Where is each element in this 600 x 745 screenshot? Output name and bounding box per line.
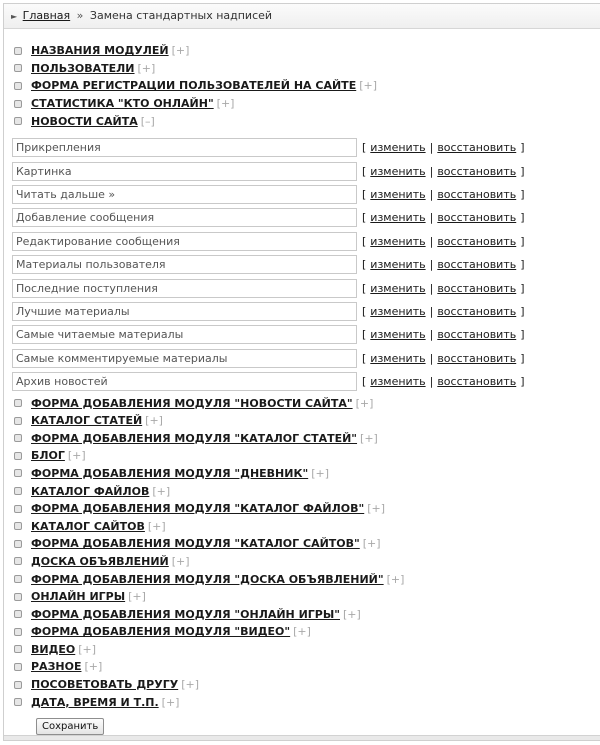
section-list-bottom xyxy=(12,394,600,711)
edit-link[interactable]: изменить xyxy=(370,164,426,178)
bracket-open: [ xyxy=(362,234,367,248)
edit-link[interactable]: изменить xyxy=(370,328,426,342)
section-row xyxy=(12,482,600,500)
restore-link[interactable]: восстановить xyxy=(437,328,517,342)
field-actions xyxy=(362,235,525,248)
section-row xyxy=(12,95,600,113)
section-link[interactable]: ОНЛАЙН ИГРЫ xyxy=(31,590,126,604)
section-list-top xyxy=(12,42,600,130)
section-link[interactable]: ФОРМА РЕГИСТРАЦИИ ПОЛЬЗОВАТЕЛЕЙ НА САЙТЕ xyxy=(31,79,357,93)
bottom-border xyxy=(4,735,600,740)
section-row xyxy=(12,517,600,535)
bullet-icon xyxy=(14,610,22,618)
caption-input[interactable] xyxy=(12,208,357,227)
section-toggle[interactable]: [+] xyxy=(161,695,180,709)
section-row xyxy=(12,693,600,711)
section-row xyxy=(12,553,600,571)
section-link[interactable]: БЛОГ xyxy=(31,449,65,463)
section-row xyxy=(12,641,600,659)
caption-input[interactable] xyxy=(12,349,357,368)
bracket-close: ] xyxy=(520,187,525,201)
breadcrumb xyxy=(4,4,600,29)
field-row xyxy=(12,370,600,393)
field-row xyxy=(12,183,600,206)
section-row xyxy=(12,623,600,641)
bullet-icon xyxy=(14,82,22,90)
section-link[interactable]: ПОСОВЕТОВАТЬ ДРУГУ xyxy=(31,678,179,692)
section-row xyxy=(12,394,600,412)
bracket-open: [ xyxy=(362,164,367,178)
restore-link[interactable]: восстановить xyxy=(437,258,517,272)
bracket-open: [ xyxy=(362,328,367,342)
restore-link[interactable]: восстановить xyxy=(437,304,517,318)
section-row xyxy=(12,500,600,518)
section-toggle[interactable]: [+] xyxy=(311,466,329,480)
section-link[interactable]: ФОРМА ДОБАВЛЕНИЯ МОДУЛЯ "ОНЛАЙН ИГРЫ" xyxy=(31,607,340,621)
bracket-close: ] xyxy=(520,281,525,295)
divider: | xyxy=(429,258,434,272)
bullet-icon xyxy=(14,540,22,548)
section-link[interactable]: СТАТИСТИКА "КТО ОНЛАЙН" xyxy=(31,97,214,111)
section-row xyxy=(12,605,600,623)
bracket-open: [ xyxy=(362,351,367,365)
section-toggle[interactable]: [+] xyxy=(171,44,190,58)
section-toggle[interactable]: [+] xyxy=(171,554,190,568)
section-link[interactable]: ФОРМА ДОБАВЛЕНИЯ МОДУЛЯ "КАТАЛОГ СТАТЕЙ" xyxy=(31,431,358,445)
edit-link[interactable]: изменить xyxy=(370,375,426,389)
caption-input[interactable] xyxy=(12,372,357,391)
caption-input[interactable] xyxy=(12,162,357,181)
field-row xyxy=(12,206,600,229)
section-row xyxy=(12,535,600,553)
bracket-close: ] xyxy=(520,304,525,318)
bullet-icon xyxy=(14,593,22,601)
caption-input[interactable] xyxy=(12,279,357,298)
edit-link[interactable]: изменить xyxy=(370,281,426,295)
edit-link[interactable]: изменить xyxy=(370,234,426,248)
bracket-close: ] xyxy=(520,351,525,365)
restore-link[interactable]: восстановить xyxy=(437,141,517,155)
save-button[interactable]: Сохранить xyxy=(36,718,104,735)
bracket-close: ] xyxy=(520,258,525,272)
field-row xyxy=(12,159,600,182)
bullet-icon xyxy=(14,681,22,689)
restore-link[interactable]: восстановить xyxy=(437,187,517,201)
bracket-close: ] xyxy=(520,211,525,225)
section-row xyxy=(12,60,600,78)
divider: | xyxy=(429,234,434,248)
caption-input[interactable] xyxy=(12,232,357,251)
divider: | xyxy=(429,328,434,342)
bracket-open: [ xyxy=(362,375,367,389)
edit-link[interactable]: изменить xyxy=(370,141,426,155)
section-toggle[interactable]: [+] xyxy=(78,642,97,656)
restore-link[interactable]: восстановить xyxy=(437,281,517,295)
section-link[interactable]: ФОРМА ДОБАВЛЕНИЯ МОДУЛЯ "ВИДЕО" xyxy=(31,625,291,639)
bullet-icon xyxy=(14,399,22,407)
field-actions xyxy=(362,188,525,201)
section-toggle[interactable]: [+] xyxy=(343,607,361,621)
bracket-close: ] xyxy=(520,234,525,248)
divider: | xyxy=(429,375,434,389)
section-row xyxy=(12,447,600,465)
section-link[interactable]: КАТАЛОГ ФАЙЛОВ xyxy=(31,484,150,498)
restore-link[interactable]: восстановить xyxy=(437,211,517,225)
section-toggle[interactable]: [+] xyxy=(362,537,381,551)
section-toggle[interactable]: [+] xyxy=(216,97,235,111)
field-row xyxy=(12,276,600,299)
section-toggle[interactable]: [+] xyxy=(152,484,171,498)
section-toggle[interactable]: [+] xyxy=(145,414,163,428)
bullet-icon xyxy=(14,557,22,565)
section-toggle[interactable]: [+] xyxy=(359,79,378,93)
section-row xyxy=(12,676,600,694)
bullet-icon xyxy=(14,505,22,513)
section-link[interactable]: ФОРМА ДОБАВЛЕНИЯ МОДУЛЯ "ДНЕВНИК" xyxy=(31,466,309,480)
section-row xyxy=(12,429,600,447)
edit-link[interactable]: изменить xyxy=(370,258,426,272)
bullet-icon xyxy=(14,663,22,671)
field-row xyxy=(12,300,600,323)
section-link[interactable]: НОВОСТИ САЙТА xyxy=(31,114,138,128)
bracket-open: [ xyxy=(362,211,367,225)
edit-link[interactable]: изменить xyxy=(370,351,426,365)
field-actions xyxy=(362,165,525,178)
section-link[interactable]: РАЗНОЕ xyxy=(31,660,82,674)
divider: | xyxy=(429,281,434,295)
bracket-close: ] xyxy=(520,141,525,155)
section-toggle[interactable]: [+] xyxy=(84,660,103,674)
breadcrumb-current: Замена стандартных надписей xyxy=(89,9,273,22)
field-actions xyxy=(362,282,525,295)
section-link[interactable]: НАЗВАНИЯ МОДУЛЕЙ xyxy=(31,44,169,58)
field-actions xyxy=(362,211,525,224)
edit-link[interactable]: изменить xyxy=(370,187,426,201)
edit-link[interactable]: изменить xyxy=(370,211,426,225)
bullet-icon xyxy=(14,64,22,72)
section-row xyxy=(12,658,600,676)
bracket-open: [ xyxy=(362,304,367,318)
divider: | xyxy=(429,304,434,318)
divider: | xyxy=(429,211,434,225)
restore-link[interactable]: восстановить xyxy=(437,234,517,248)
bracket-close: ] xyxy=(520,164,525,178)
content xyxy=(4,29,600,735)
bullet-icon xyxy=(14,522,22,530)
section-link[interactable]: КАТАЛОГ САЙТОВ xyxy=(31,519,145,533)
field-row xyxy=(12,323,600,346)
section-link[interactable]: ДАТА, ВРЕМЯ И Т.П. xyxy=(31,695,159,709)
panel-frame xyxy=(3,3,600,741)
breadcrumb-separator: » xyxy=(76,9,84,22)
section-toggle[interactable]: [+] xyxy=(355,396,374,410)
divider: | xyxy=(429,164,434,178)
field-row xyxy=(12,346,600,369)
section-link[interactable]: ФОРМА ДОБАВЛЕНИЯ МОДУЛЯ "НОВОСТИ САЙТА" xyxy=(31,396,353,410)
bracket-close: ] xyxy=(520,328,525,342)
field-actions xyxy=(362,258,525,271)
section-link[interactable]: ДОСКА ОБЪЯВЛЕНИЙ xyxy=(31,554,169,568)
caption-input[interactable] xyxy=(12,325,357,344)
bullet-icon xyxy=(14,47,22,55)
bullet-icon xyxy=(14,575,22,583)
section-row xyxy=(12,112,600,130)
divider: | xyxy=(429,351,434,365)
breadcrumb-home-link[interactable]: Главная xyxy=(22,9,71,22)
section-link[interactable]: КАТАЛОГ СТАТЕЙ xyxy=(31,414,143,428)
section-link[interactable]: ПОЛЬЗОВАТЕЛИ xyxy=(31,61,135,75)
divider: | xyxy=(429,187,434,201)
field-actions xyxy=(362,375,525,388)
bullet-icon xyxy=(14,417,22,425)
caption-input[interactable] xyxy=(12,255,357,274)
section-toggle[interactable]: [+] xyxy=(181,678,199,692)
caption-input[interactable] xyxy=(12,185,357,204)
section-row xyxy=(12,77,600,95)
section-toggle[interactable]: [+] xyxy=(128,590,146,604)
bracket-open: [ xyxy=(362,141,367,155)
field-list xyxy=(12,136,600,393)
field-actions xyxy=(362,305,525,318)
field-row xyxy=(12,253,600,276)
section-toggle[interactable]: [+] xyxy=(137,61,156,75)
section-toggle[interactable]: [+] xyxy=(367,502,386,516)
restore-link[interactable]: восстановить xyxy=(437,375,517,389)
section-row xyxy=(12,412,600,430)
bracket-open: [ xyxy=(362,281,367,295)
restore-link[interactable]: восстановить xyxy=(437,164,517,178)
section-toggle[interactable]: [+] xyxy=(386,572,405,586)
field-row xyxy=(12,136,600,159)
field-actions xyxy=(362,352,525,365)
caption-input[interactable] xyxy=(12,138,357,157)
section-link[interactable]: ВИДЕО xyxy=(31,642,76,656)
section-link[interactable]: ФОРМА ДОБАВЛЕНИЯ МОДУЛЯ "КАТАЛОГ ФАЙЛОВ" xyxy=(31,502,365,516)
section-row xyxy=(12,588,600,606)
section-toggle[interactable]: [+] xyxy=(293,625,311,639)
section-link[interactable]: ФОРМА ДОБАВЛЕНИЯ МОДУЛЯ "ДОСКА ОБЪЯВЛЕНИЙ" xyxy=(31,572,384,586)
bracket-close: ] xyxy=(520,375,525,389)
arrow-right-icon: ► xyxy=(11,12,18,21)
section-toggle[interactable]: [+] xyxy=(147,519,166,533)
restore-link[interactable]: восстановить xyxy=(437,351,517,365)
field-row xyxy=(12,230,600,253)
bullet-icon xyxy=(14,487,22,495)
bullet-icon xyxy=(14,100,22,108)
section-row xyxy=(12,465,600,483)
caption-input[interactable] xyxy=(12,302,357,321)
edit-link[interactable]: изменить xyxy=(370,304,426,318)
field-actions xyxy=(362,141,525,154)
section-link[interactable]: ФОРМА ДОБАВЛЕНИЯ МОДУЛЯ "КАТАЛОГ САЙТОВ" xyxy=(31,537,360,551)
field-actions xyxy=(362,328,525,341)
bullet-icon xyxy=(14,117,22,125)
bullet-icon xyxy=(14,452,22,460)
section-toggle[interactable]: [+] xyxy=(360,431,378,445)
bracket-open: [ xyxy=(362,258,367,272)
bullet-icon xyxy=(14,434,22,442)
bullet-icon xyxy=(14,628,22,636)
section-row xyxy=(12,570,600,588)
bracket-open: [ xyxy=(362,187,367,201)
section-row xyxy=(12,42,600,60)
section-toggle[interactable]: [–] xyxy=(140,114,155,128)
bullet-icon xyxy=(14,698,22,706)
bullet-icon xyxy=(14,469,22,477)
divider: | xyxy=(429,141,434,155)
bullet-icon xyxy=(14,645,22,653)
section-toggle[interactable]: [+] xyxy=(67,449,86,463)
